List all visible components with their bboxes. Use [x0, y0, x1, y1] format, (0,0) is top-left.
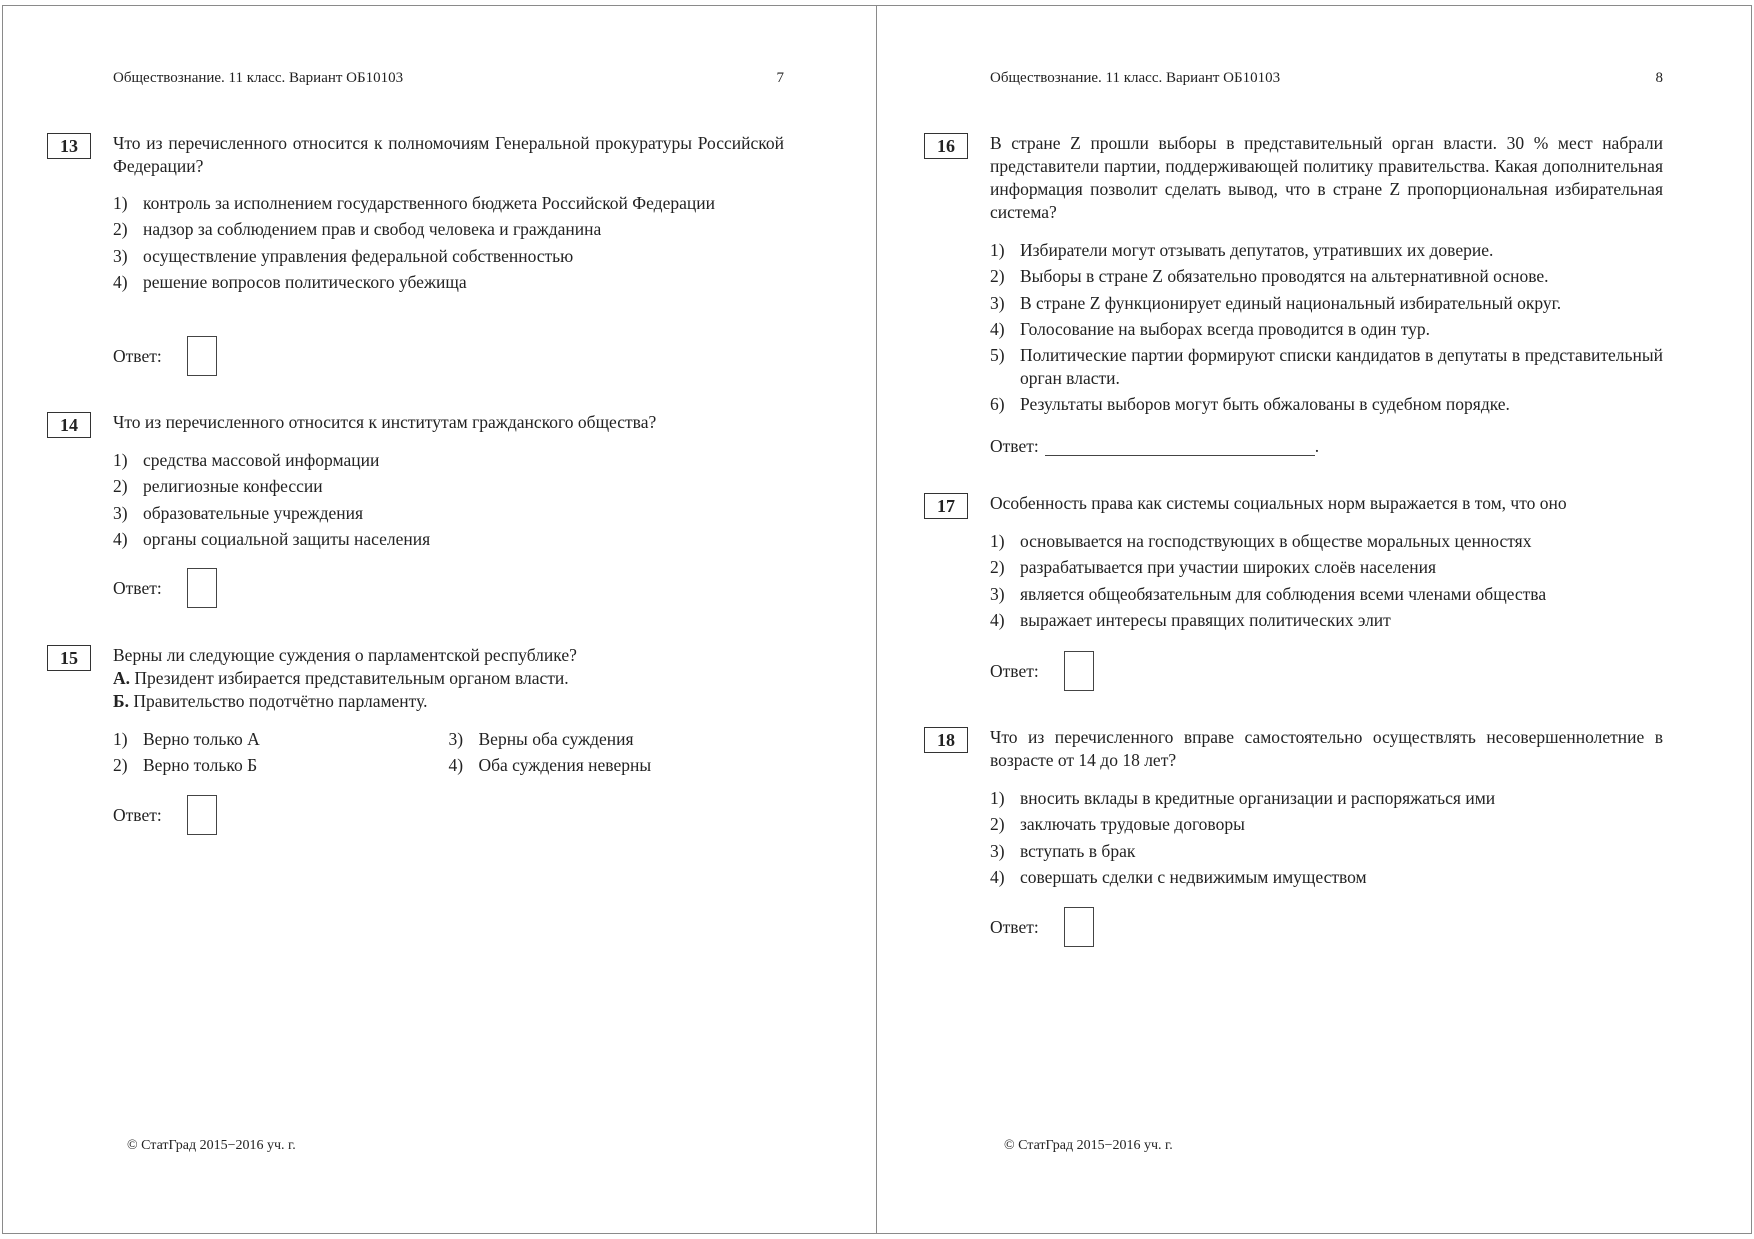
statement-b: Б. Правительство подотчётно парламенту. [113, 691, 428, 711]
option: 5) Политические партии формируют списки кандидатов в депутаты в представительный орган власти. [990, 345, 1663, 389]
option: 2) религиозные конфессии [113, 476, 323, 497]
answer-label: Ответ: [113, 577, 162, 598]
answer-label: Ответ: [113, 804, 162, 825]
question-number: 15 [47, 645, 91, 671]
header-title: Обществознание. 11 класс. Вариант ОБ10103 [113, 70, 404, 86]
answer-label: Ответ: [113, 345, 162, 366]
answer-17 [990, 651, 1094, 691]
option: 4) Оба суждения неверны [448, 755, 652, 776]
option: 1) средства массовой информации [113, 450, 380, 470]
answer-line[interactable] [1045, 437, 1315, 456]
answer-13 [113, 336, 217, 376]
option: 3) образовательные учреждения [113, 502, 364, 523]
page-footer: © СтатГрад 2015−2016 уч. г. [1004, 1138, 1173, 1153]
options-17 [990, 530, 1663, 635]
option: 4) органы социальной защиты населения [113, 528, 431, 549]
page-number: 8 [1655, 70, 1663, 86]
answer-label: Ответ: [990, 660, 1039, 681]
question-text: Что из перечисленного относится к полномочиям Генеральной прокуратуры Российской Федерации? [113, 133, 784, 176]
question-number: 18 [924, 727, 968, 753]
options-13 [113, 192, 784, 297]
question-number: 16 [924, 133, 968, 159]
right-page [877, 0, 1754, 1239]
answer-box[interactable] [187, 568, 217, 608]
option: 2) Верно только Б [113, 755, 258, 776]
option: 2) Выборы в стране Z обязательно проводятся на альтернативной основе. [990, 266, 1549, 287]
question-text: В стране Z прошли выборы в представительный орган власти. 30 % мест набрали представители партии, поддерживающей политику правительства. Какая дополнительная информация позволит сделать вывод, что в стране Z пропорциональная избирательная система? [990, 133, 1663, 222]
answer-18 [990, 907, 1094, 947]
question-text: Что из перечисленного относится к институтам гражданского общества? [113, 412, 657, 432]
options-16 [990, 239, 1663, 420]
question-number: 14 [47, 412, 91, 438]
question-text [113, 644, 784, 713]
option: 1) вносить вклады в кредитные организации и распоряжаться ими [990, 788, 1496, 808]
question-number: 13 [47, 133, 91, 159]
option: 1) Верно только А [113, 729, 260, 749]
option: 4) решение вопросов политического убежища [113, 271, 467, 292]
option: 1) основывается на господствующих в обществе моральных ценностях [990, 531, 1532, 551]
header-title: Обществознание. 11 класс. Вариант ОБ10103 [990, 70, 1281, 86]
option: 3) вступать в брак [990, 840, 1136, 861]
page-footer: © СтатГрад 2015−2016 уч. г. [127, 1138, 296, 1153]
option: 2) надзор за соблюдением прав и свобод человека и гражданина [113, 219, 602, 240]
options-15 [113, 728, 784, 781]
option: 2) разрабатывается при участии широких слоёв населения [990, 557, 1437, 578]
options-14 [113, 449, 784, 554]
option: 1) контроль за исполнением государственного бюджета Российской Федерации [113, 193, 715, 213]
statement-a: А. Президент избирается представительным органом власти. [113, 668, 569, 688]
question-number: 17 [924, 493, 968, 519]
answer-14 [113, 568, 217, 608]
answer-box[interactable] [1064, 907, 1094, 947]
answer-box[interactable] [187, 795, 217, 835]
option: 6) Результаты выборов могут быть обжалованы в судебном порядке. [990, 394, 1510, 415]
page-number: 7 [776, 70, 784, 86]
answer-box[interactable] [1064, 651, 1094, 691]
options-18 [990, 787, 1663, 892]
option: 1) Избиратели могут отзывать депутатов, утративших их доверие. [990, 240, 1494, 260]
option: 3) Верны оба суждения [448, 729, 634, 749]
question-prompt: Верны ли следующие суждения о парламентской республике? [113, 645, 577, 665]
option: 3) осуществление управления федеральной собственностью [113, 245, 574, 266]
question-text: Что из перечисленного вправе самостоятельно осуществлять несовершеннолетние в возрасте от 14 до 18 лет? [990, 727, 1663, 770]
answer-15 [113, 795, 217, 835]
option: 4) выражает интересы правящих политических элит [990, 609, 1391, 630]
option: 3) В стране Z функционирует единый национальный избирательный округ. [990, 292, 1562, 313]
option: 3) является общеобязательным для соблюдения всеми членами общества [990, 583, 1547, 604]
answer-box[interactable] [187, 336, 217, 376]
option: 4) совершать сделки с недвижимым имуществом [990, 866, 1367, 887]
option: 2) заключать трудовые договоры [990, 814, 1245, 835]
question-text: Особенность права как системы социальных норм выражается в том, что оно [990, 493, 1567, 513]
option: 4) Голосование на выборах всегда проводится в один тур. [990, 318, 1431, 339]
answer-label: Ответ: [990, 436, 1039, 456]
answer-16: Ответ: . [990, 436, 1320, 456]
answer-label: Ответ: [990, 916, 1039, 937]
